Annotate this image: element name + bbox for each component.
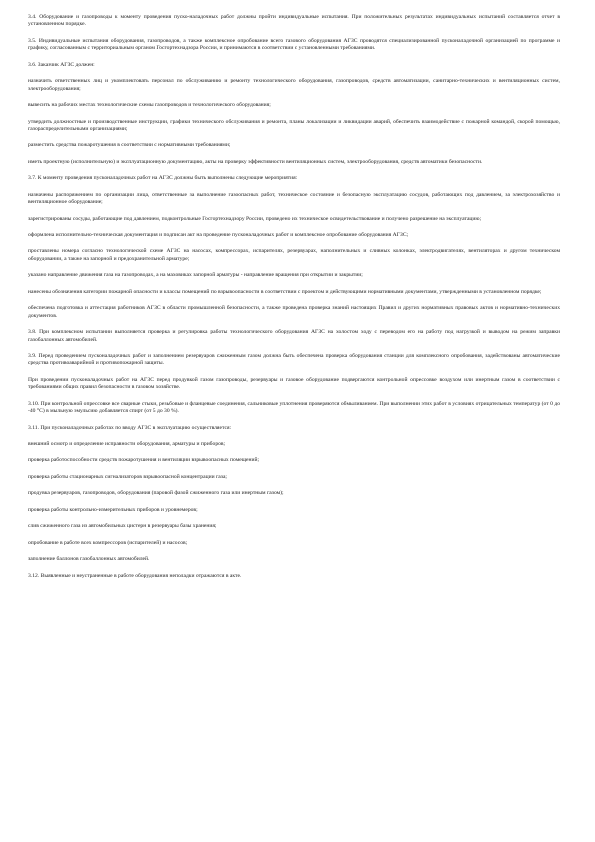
list-item: указано направление движения газа на газопроводах, а на маховиках запорной арматуры - направление вращения при открытии и закрытии; <box>28 272 363 279</box>
list-item: назначены распоряжением по организации лица, ответственные за выполнение газоопасных работ, техническое состояние и безопасную эксплуатацию сосудов, работающих под давлением, за электрохозяйство и вентиляционное оборудование; <box>28 191 560 206</box>
section-3-4: 3.4. Оборудование и газопроводы к моменту проведения пуско-наладочных работ должны пройти индивидуальные испытания. При положительных результатах индивидуальных испытаний составляется отчет в установленном порядке. <box>28 14 560 28</box>
list-item: разместить средства пожаротушения в соответствии с нормативными требованиями; <box>28 142 231 149</box>
list-item: обеспечена подготовка и аттестация работников АГЗС в области промышленной безопасности, а также проведена проверка знаний настоящих Правил и других нормативных правовых актов и нормативно-технических документов. <box>28 305 560 319</box>
list-item: проставлены номера согласно технологической схеме АГЗС на насосах, компрессорах, испарителях, резервуарах, наполнительных и сливных колонках, электродвигателях, вентиляторах и другом техническом оборудовании, а также на запорной и предохранительной арматуре; <box>28 248 560 262</box>
section-3-12: 3.12. Выявленные и неустраненные в работе оборудования неполадки отражаются в акте. <box>28 572 242 579</box>
list-item: проверка работы контрольно-измерительных приборов и уровнемеров; <box>28 506 198 513</box>
list-item: слив сжиженного газа из автомобильных цистерн в резервуары базы хранения; <box>28 523 217 530</box>
list-item: проверка работоспособности средств пожаротушения и вентиляции взрывоопасных помещений; <box>28 457 260 464</box>
section-3-9: 3.9. Перед проведением пусконаладочных работ и заполнением резервуаров сжиженным газом должна быть обеспечена проверка оборудования станции для комплексного опробования, задействованы автоматические средства противоаварийной и противопожарной защиты. <box>28 352 560 367</box>
list-item: внешний осмотр и определение исправности оборудования, арматуры и приборов; <box>28 441 226 447</box>
paragraph: При проведении пусконаладочных работ на АГЗС перед продувкой газом газопроводы, резервуары и газовое оборудование подвергаются контрольной опрессовке воздухом или инертным газом в соответствии с требованиями общих правил безопасности в газовом хозяйстве. <box>28 376 560 391</box>
section-3-7: 3.7. К моменту проведения пусконаладочных работ на АГЗС должны быть выполнены следующие мероприятия: <box>28 175 298 182</box>
section-3-11: 3.11. При пусконаладочных работах по вводу АГЗС в эксплуатацию осуществляется: <box>28 424 232 431</box>
list-item: иметь проектную (исполнительную) и эксплуатационную документацию, акты на проверку эффективности вентиляционных систем, электрооборудования, средств автоматики безопасности. <box>28 158 483 165</box>
list-item: проверка работы стационарных сигнализаторов взрывоопасной концентрации газа; <box>28 473 227 480</box>
document-page <box>28 14 560 589</box>
list-item: оформлена исполнительно-техническая документация и подписан акт на проведение пусконаладочных работ и комплексное опробование оборудования АГЗС; <box>28 232 409 238</box>
section-3-6: 3.6. Заказчик АГЗС должен: <box>28 61 95 68</box>
list-item: заполнение баллонов газобаллонных автомобилей. <box>28 556 150 563</box>
list-item: нанесены обозначения категории пожарной опасности и классы помещений по взрывоопасности в соответствии с проектом и действующими нормативными документами, утвержденными в установленном порядке; <box>28 288 542 295</box>
section-3-10: 3.10. При контрольной опрессовке все сварные стыки, резьбовые и фланцевые соединения, сальниковые уплотнения проверяются обмыливанием. При выполнении этих работ в условиях отрицательных температур (от 0 до -40 °С) в мыльную эмульсию добавляется спирт (от 5 до 30 %). <box>28 400 560 415</box>
list-item: утвердить должностные и производственные инструкции, графики технического обслуживания и ремонта, планы локализации и ликвидации аварий, обеспечить взаимодействие с пожарной командой, скорой помощью, газораспределительными организациями; <box>28 118 560 132</box>
list-item: зарегистрированы сосуды, работающие под давлением, подконтрольные Госгортехнадзору России, проведено их техническое освидетельствование и получено разрешение на эксплуатацию; <box>28 215 482 222</box>
list-item: назначить ответственных лиц и укомплектовать персонал по обслуживанию и ремонту технологического оборудования, газопроводов, средств автоматизации, санитарно-технических и вентиляционных систем, электрооборудования; <box>28 78 560 92</box>
section-3-5: 3.5. Индивидуальные испытания оборудования, газопроводов, а также комплексное опробование всего газового оборудования АГЗС проводятся специализированной пусконаладочной организацией по программе и графику, согласованным с территориальным органом Госгортехнадзора России, и принимаются в соответствии с установленными требованиями. <box>28 37 560 52</box>
list-item: опробование в работе всех компрессоров (испарителей) и насосов; <box>28 539 188 546</box>
section-3-8: 3.8. При комплексном испытании выполняется проверка и регулировка работы технологического оборудования АГЗС на холостом ходу с переводом его на работу под нагрузкой и выводом на режим заправки газобаллонных автомобилей. <box>28 329 560 343</box>
list-item: вывесить на рабочих местах технологические схемы газопроводов и технологического оборудования; <box>28 102 271 109</box>
list-item: продувка резервуаров, газопроводов, оборудования (паровой фазой сжиженного газа или инертным газом); <box>28 490 284 497</box>
